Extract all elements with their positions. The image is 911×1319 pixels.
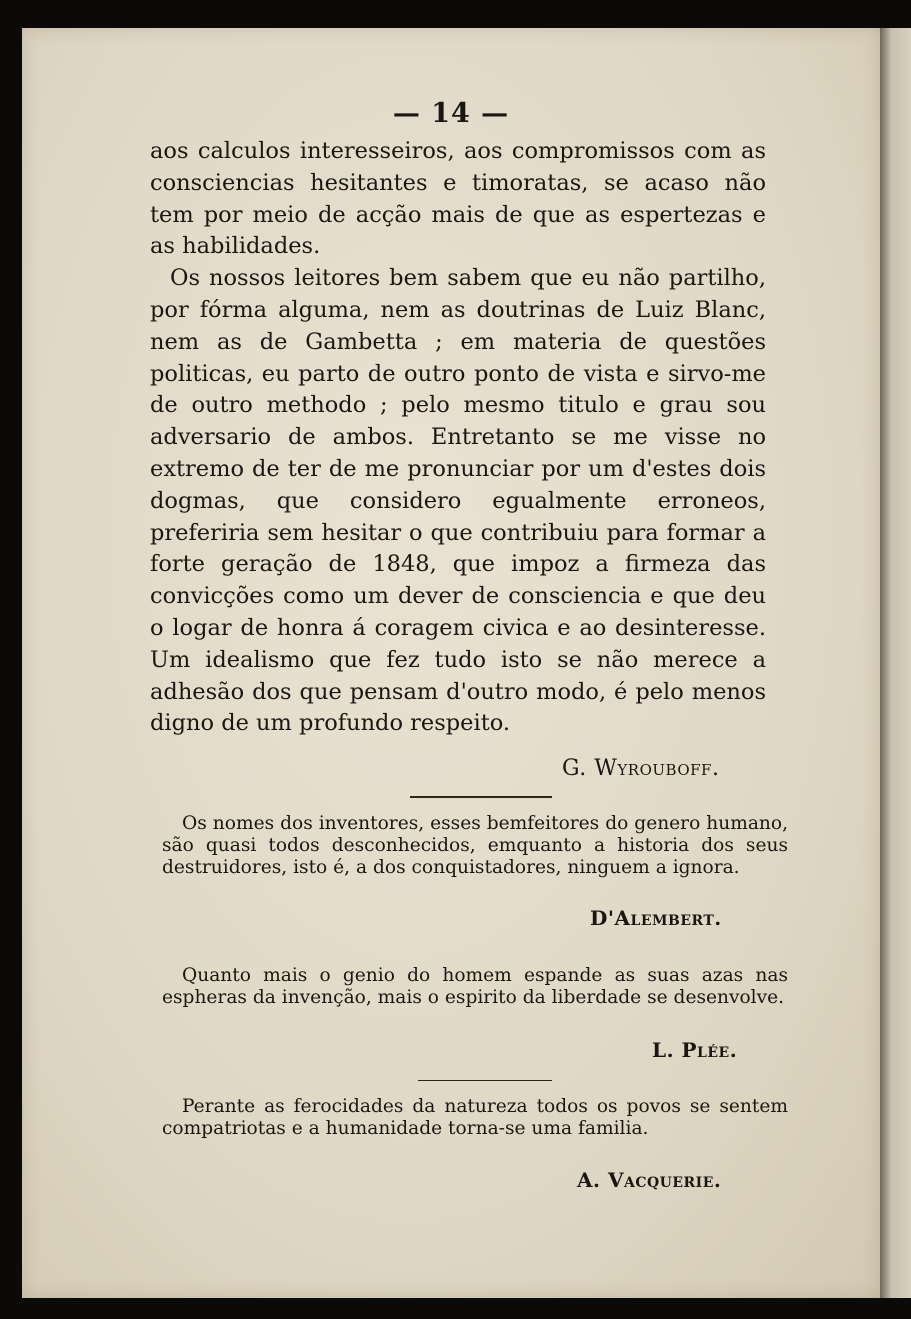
quote-text: Quanto mais o genio do homem espande as suas azas nas espheras da invenção, mais o espirito da liberdade se desenvolve. bbox=[162, 965, 788, 1008]
quote-author: L. Plée. bbox=[652, 1038, 738, 1062]
paragraph: Os nossos leitores bem sabem que eu não partilho, por fórma alguma, nem as doutrinas de Luiz Blanc, nem as de Gambetta ; em materia de questões politicas, eu parto de outro ponto de vista e sirvo-me de outro methodo ; pelo mesmo titulo e grau sou adversario de ambos. Entretanto se me visse no extremo de ter de me pronunciar por um d'estes dois dogmas, que considero egualmente erroneos, preferiria sem hesitar o que contribuiu para formar a forte geração de 1848, que impoz a firmeza das convicções como um dever de consciencia e que deu o logar de honra á coragem civica e ao desinteresse. Um idealismo que fez tudo isto se não merece a adhesão dos que pensam d'outro modo, é pelo menos digno de um profundo respeito. bbox=[150, 265, 766, 737]
adjacent-page-edge bbox=[878, 28, 911, 1298]
quote-text: Perante as ferocidades da natureza todos os povos se sentem compatriotas e a humanidade torna-se uma familia. bbox=[162, 1096, 788, 1139]
quote-author: D'Alembert. bbox=[590, 906, 722, 930]
quote-text: Os nomes dos inventores, esses bemfeitores do genero humano, são quasi todos desconhecidos, emquanto a historia dos seus destruidores, isto é, a dos conquistadores, ninguem a ignora. bbox=[162, 813, 788, 878]
paragraph-continuation: aos calculos interesseiros, aos compromissos com as consciencias hesitantes e timoratas, se acaso não tem por meio de acção mais de que as espertezas e as habilidades. bbox=[150, 138, 766, 260]
quote-block bbox=[162, 813, 788, 879]
book-page bbox=[22, 28, 880, 1298]
quote-block bbox=[162, 1096, 788, 1140]
page-number: — 14 — bbox=[392, 98, 510, 129]
quote-block bbox=[162, 965, 788, 1009]
author-signature: G. Wyrouboff. bbox=[562, 756, 720, 781]
main-text bbox=[150, 136, 766, 740]
quote-author: A. Vacquerie. bbox=[577, 1168, 722, 1192]
divider bbox=[418, 1080, 552, 1081]
divider bbox=[410, 796, 552, 798]
